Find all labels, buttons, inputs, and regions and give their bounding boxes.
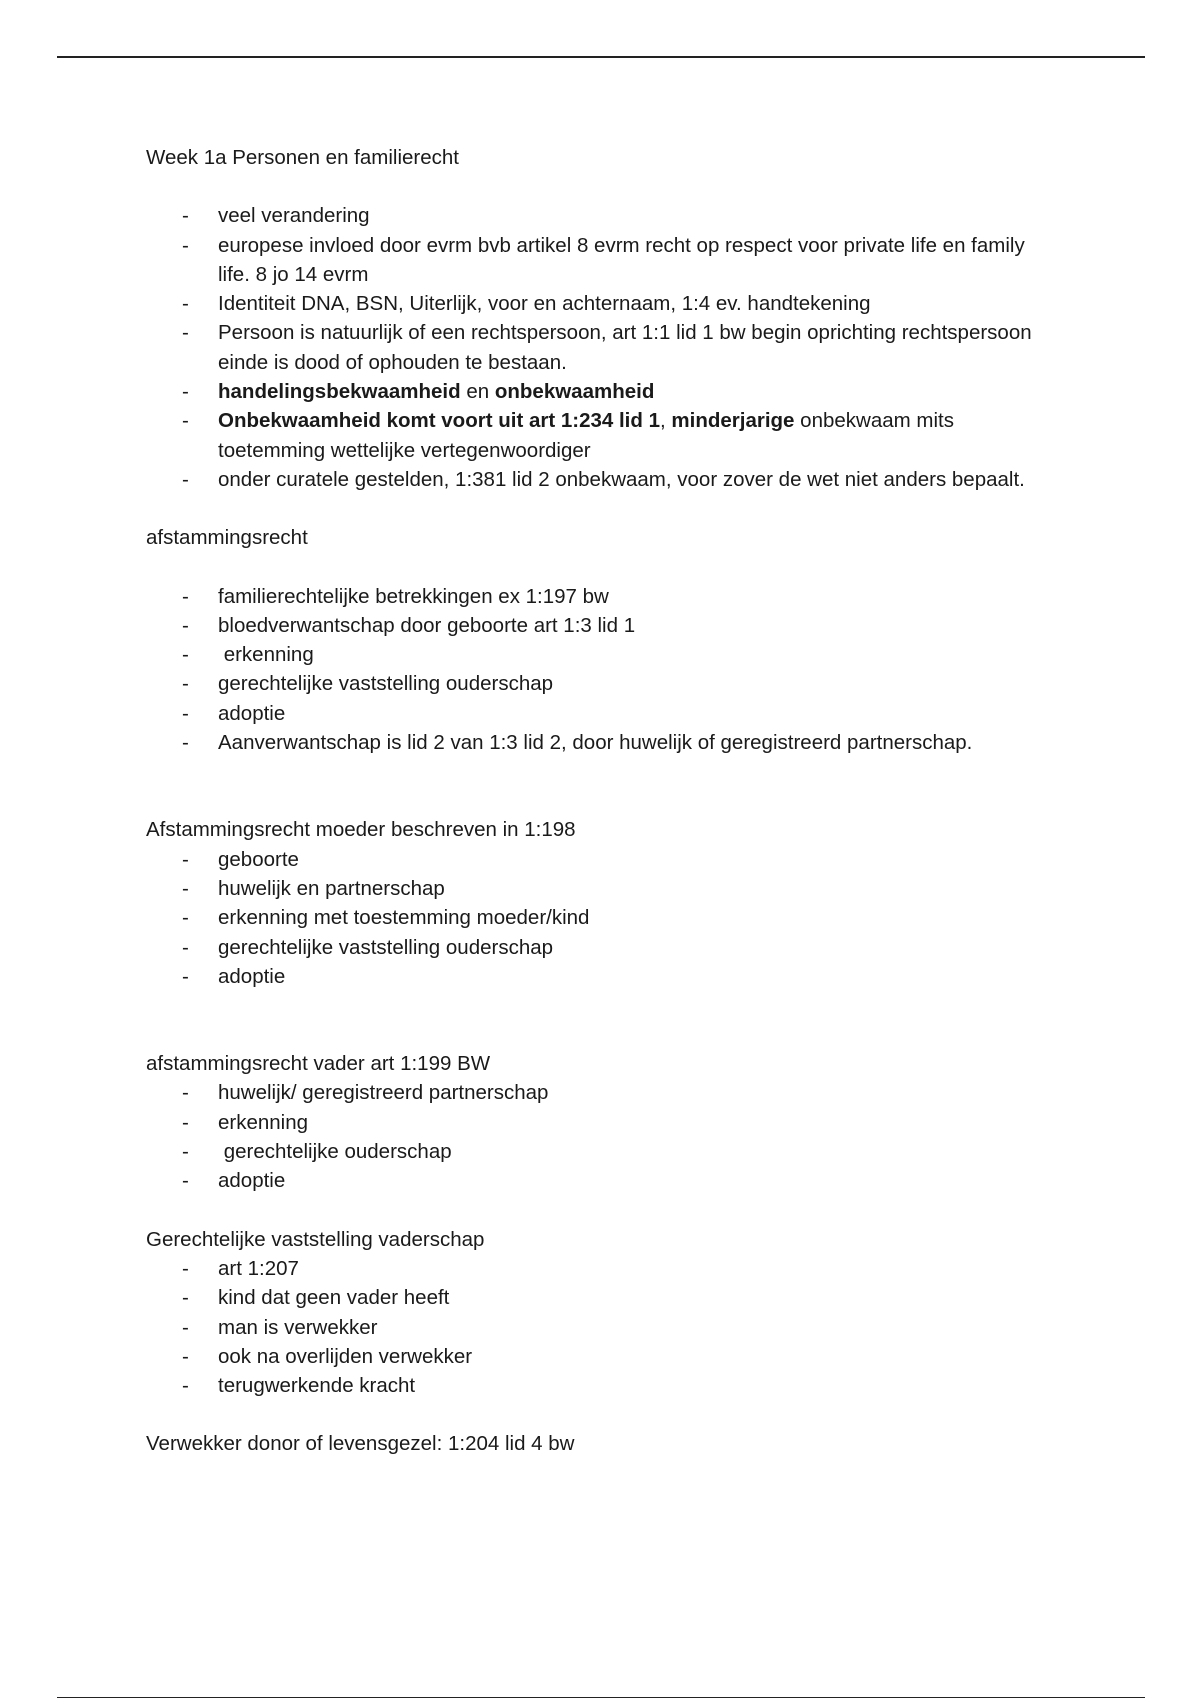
list-item: - familierechtelijke betrekkingen ex 1:197 bw [182, 584, 609, 608]
list-item: - Identiteit DNA, BSN, Uiterlijk, voor en achternaam, 1:4 ev. handtekening [182, 292, 871, 316]
section-heading-afstammingsrecht: afstammingsrecht [146, 526, 308, 550]
vader-list [146, 1078, 1046, 1195]
list-item: - gerechtelijke ouderschap [182, 1140, 452, 1164]
footer-rule [57, 1697, 1145, 1698]
list-item: - art 1:207 [182, 1256, 299, 1280]
list-item: - kind dat geen vader heeft [182, 1286, 450, 1310]
list-item: - adoptie [182, 701, 286, 725]
section-heading-vaderschap: Gerechtelijke vaststelling vaderschap [146, 1227, 485, 1251]
list-item: - Aanverwantschap is lid 2 van 1:3 lid 2, door huwelijk of geregistreerd partnerschap. [182, 731, 973, 755]
list-item: - man is verwekker [182, 1315, 378, 1339]
list-item: - erkenning [182, 1110, 309, 1134]
list-item: - gerechtelijke vaststelling ouderschap [182, 672, 554, 696]
list-item: - erkenning met toestemming moeder/kind [182, 906, 590, 930]
list-item: - huwelijk/ geregistreerd partnerschap [182, 1081, 549, 1105]
document-body [146, 143, 1046, 1459]
list-item: - gerechtelijke vaststelling ouderschap [182, 935, 554, 959]
list-item: - erkenning [182, 643, 314, 667]
document-title: Week 1a Personen en familierecht [146, 146, 459, 169]
list-item: - europese invloed door evrm bvb artikel 8 evrm recht op respect voor private life en family life. 8 jo 14 evrm [182, 233, 1025, 286]
list-item: - onder curatele gestelden, 1:381 lid 2 onbekwaam, voor zover de wet niet anders bepaalt. [182, 467, 1025, 491]
section-heading-moeder: Afstammingsrecht moeder beschreven in 1:198 [146, 818, 576, 842]
section-heading-vader: afstammingsrecht vader art 1:199 BW [146, 1052, 491, 1076]
list-item: - huwelijk en partnerschap [182, 876, 445, 900]
list-item: - terugwerkende kracht [182, 1374, 416, 1398]
list-item: - adoptie [182, 1169, 286, 1193]
list-item: - handelingsbekwaamheid en onbekwaamheid [182, 380, 655, 404]
closing-line: Verwekker donor of levensgezel: 1:204 lid 4 bw [146, 1432, 575, 1456]
list-item: - Persoon is natuurlijk of een rechtspersoon, art 1:1 lid 1 bw begin oprichting rechtspersoon einde is dood of ophouden te bestaan. [182, 321, 1032, 374]
vaderschap-list [146, 1254, 1046, 1400]
list-item: - adoptie [182, 964, 286, 988]
list-item: - Onbekwaamheid komt voort uit art 1:234 lid 1, minderjarige onbekwaam mits toetemming wettelijke vertegenwoordiger [182, 409, 954, 462]
list-item: - geboorte [182, 847, 299, 871]
intro-list [146, 201, 1046, 494]
list-item: - bloedverwantschap door geboorte art 1:3 lid 1 [182, 613, 636, 637]
moeder-list [146, 845, 1046, 991]
header-rule [57, 56, 1145, 58]
afstammingsrecht-list [146, 582, 1046, 758]
list-item: - ook na overlijden verwekker [182, 1344, 473, 1368]
list-item: - veel verandering [182, 204, 370, 228]
